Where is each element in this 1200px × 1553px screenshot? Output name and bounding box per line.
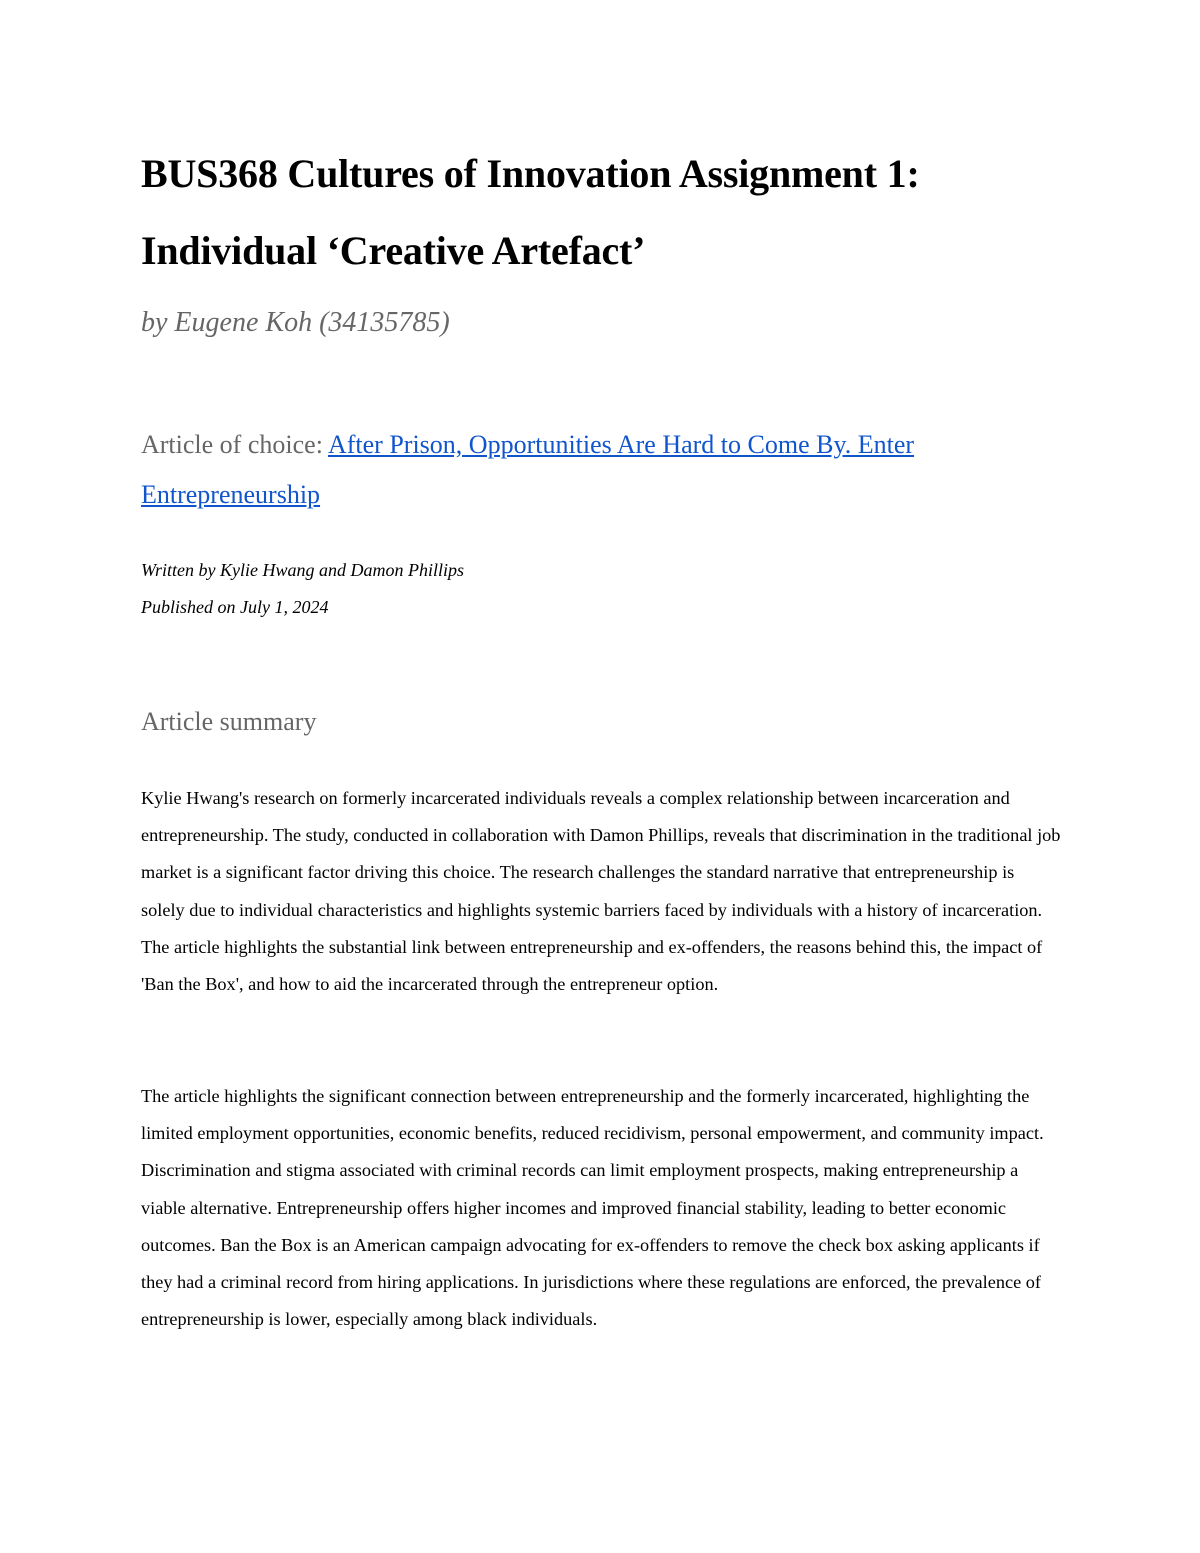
summary-paragraph-1: Kylie Hwang's research on formerly incarcerated individuals reveals a complex relationship between incarceration and entrepreneurship. The study, conducted in collaboration with Damon Phillips, reveals that discrimination in the traditional job market is a significant factor driving this choice. The research challenges the standard narrative that entrepreneurship is solely due to individual characteristics and highlights systemic barriers faced by individuals with a history of incarceration. The article highlights the substantial link between entrepreneurship and ex-offenders, the reasons behind this, the impact of 'Ban the Box', and how to aid the incarcerated through the entrepreneur option.: [141, 788, 1061, 995]
article-choice-label: Article of choice:: [141, 430, 328, 459]
summary-paragraph-2: The article highlights the significant connection between entrepreneurship and the formerly incarcerated, highlighting the limited employment opportunities, economic benefits, reduced recidivism, personal empowerment, and community impact. Discrimination and stigma associated with criminal records can limit employment prospects, making entrepreneurship a viable alternative. Entrepreneurship offers higher incomes and improved financial stability, leading to better economic outcomes. Ban the Box is an American campaign advocating for ex-offenders to remove the check box asking applicants if they had a criminal record from hiring applications. In jurisdictions where these regulations are enforced, the prevalence of entrepreneurship is lower, especially among black individuals.: [141, 1086, 1044, 1330]
article-choice: [141, 420, 1061, 520]
summary-heading: Article summary: [141, 707, 317, 736]
article-link[interactable]: After Prison, Opportunities Are Hard to Come By. Enter Entrepreneurship: [141, 430, 915, 509]
written-by: Written by Kylie Hwang and Damon Phillips: [141, 560, 464, 580]
published-on: Published on July 1, 2024: [141, 597, 329, 617]
author-byline: by Eugene Koh (34135785): [141, 307, 450, 338]
document-title: BUS368 Cultures of Innovation Assignment 1: Individual ‘Creative Artefact’: [141, 151, 920, 273]
article-meta: [141, 552, 464, 626]
